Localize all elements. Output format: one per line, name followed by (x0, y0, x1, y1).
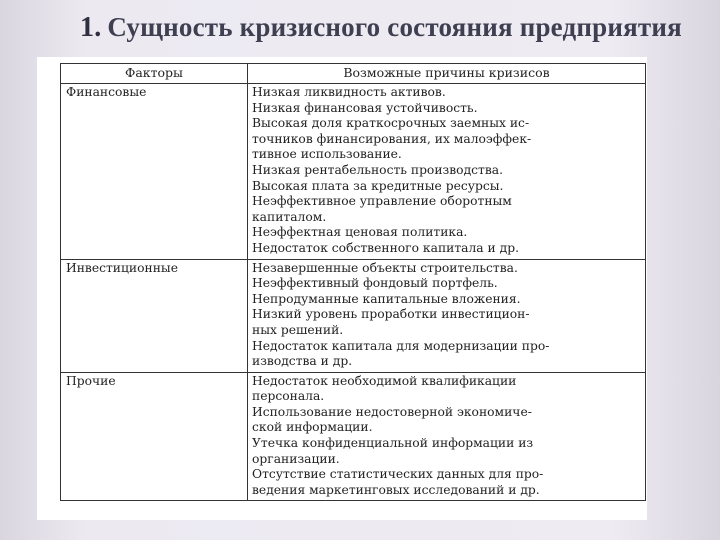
cause-line: организации. (252, 451, 340, 466)
factor-cell: Инвестиционные (61, 259, 248, 372)
cause-line: Низкий уровень проработки инвестицион- (252, 307, 530, 322)
table-row (61, 372, 646, 501)
factor-cell: Прочие (61, 372, 248, 501)
header-causes: Возможные причины кризисов (248, 64, 646, 84)
header-factors: Факторы (61, 64, 248, 84)
cause-line: Неэффектная ценовая политика. (252, 225, 468, 240)
cause-line: Непродуманные капитальные вложения. (252, 291, 521, 306)
cause-line: Утечка конфиденциальной информации из (252, 436, 534, 451)
cause-line: точников финансирования, их малоэффек- (252, 131, 532, 146)
table-header-row (61, 64, 646, 84)
cause-line: Высокая доля краткосрочных заемных ис- (252, 116, 530, 131)
table-row (61, 259, 646, 372)
crisis-factors-table (60, 63, 646, 501)
slide-title-text: Сущность кризисного состояния предприятия (107, 12, 682, 42)
cause-line: Неэффективный фондовый портфель. (252, 276, 498, 291)
cause-line: Отсутствие статистических данных для про- (252, 467, 544, 482)
table-image (37, 57, 647, 520)
cause-line: ской информации. (252, 420, 373, 435)
cause-line: Низкая ликвидность активов. (252, 85, 446, 99)
cause-line: персонала. (252, 389, 325, 404)
cause-line: Использование недостоверной экономиче- (252, 404, 532, 419)
cause-line: Низкая рентабельность производства. (252, 162, 503, 177)
causes-cell (248, 259, 646, 372)
cause-line: Недостаток собственного капитала и др. (252, 240, 519, 255)
cause-line: Незавершенные объекты строительства. (252, 260, 518, 275)
cause-line: Низкая финансовая устойчивость. (252, 100, 478, 115)
causes-cell (248, 84, 646, 260)
slide-title (80, 12, 710, 44)
cause-line: Недостаток капитала для модернизации про- (252, 338, 550, 353)
table-body (61, 84, 646, 501)
cause-line: ведения маркетинговых исследований и др. (252, 482, 540, 497)
slide-number: 1. (80, 12, 102, 43)
factor-cell: Финансовые (61, 84, 248, 260)
cause-line: Высокая плата за кредитные ресурсы. (252, 178, 504, 193)
causes-cell (248, 372, 646, 501)
cause-line: изводства и др. (252, 354, 353, 369)
cause-line: Недостаток необходимой квалификации (252, 373, 517, 388)
table-row (61, 84, 646, 260)
cause-line: Неэффективное управление оборотным (252, 194, 512, 209)
cause-line: тивное использование. (252, 147, 402, 162)
cause-line: капиталом. (252, 209, 327, 224)
cause-line: ных решений. (252, 322, 344, 337)
